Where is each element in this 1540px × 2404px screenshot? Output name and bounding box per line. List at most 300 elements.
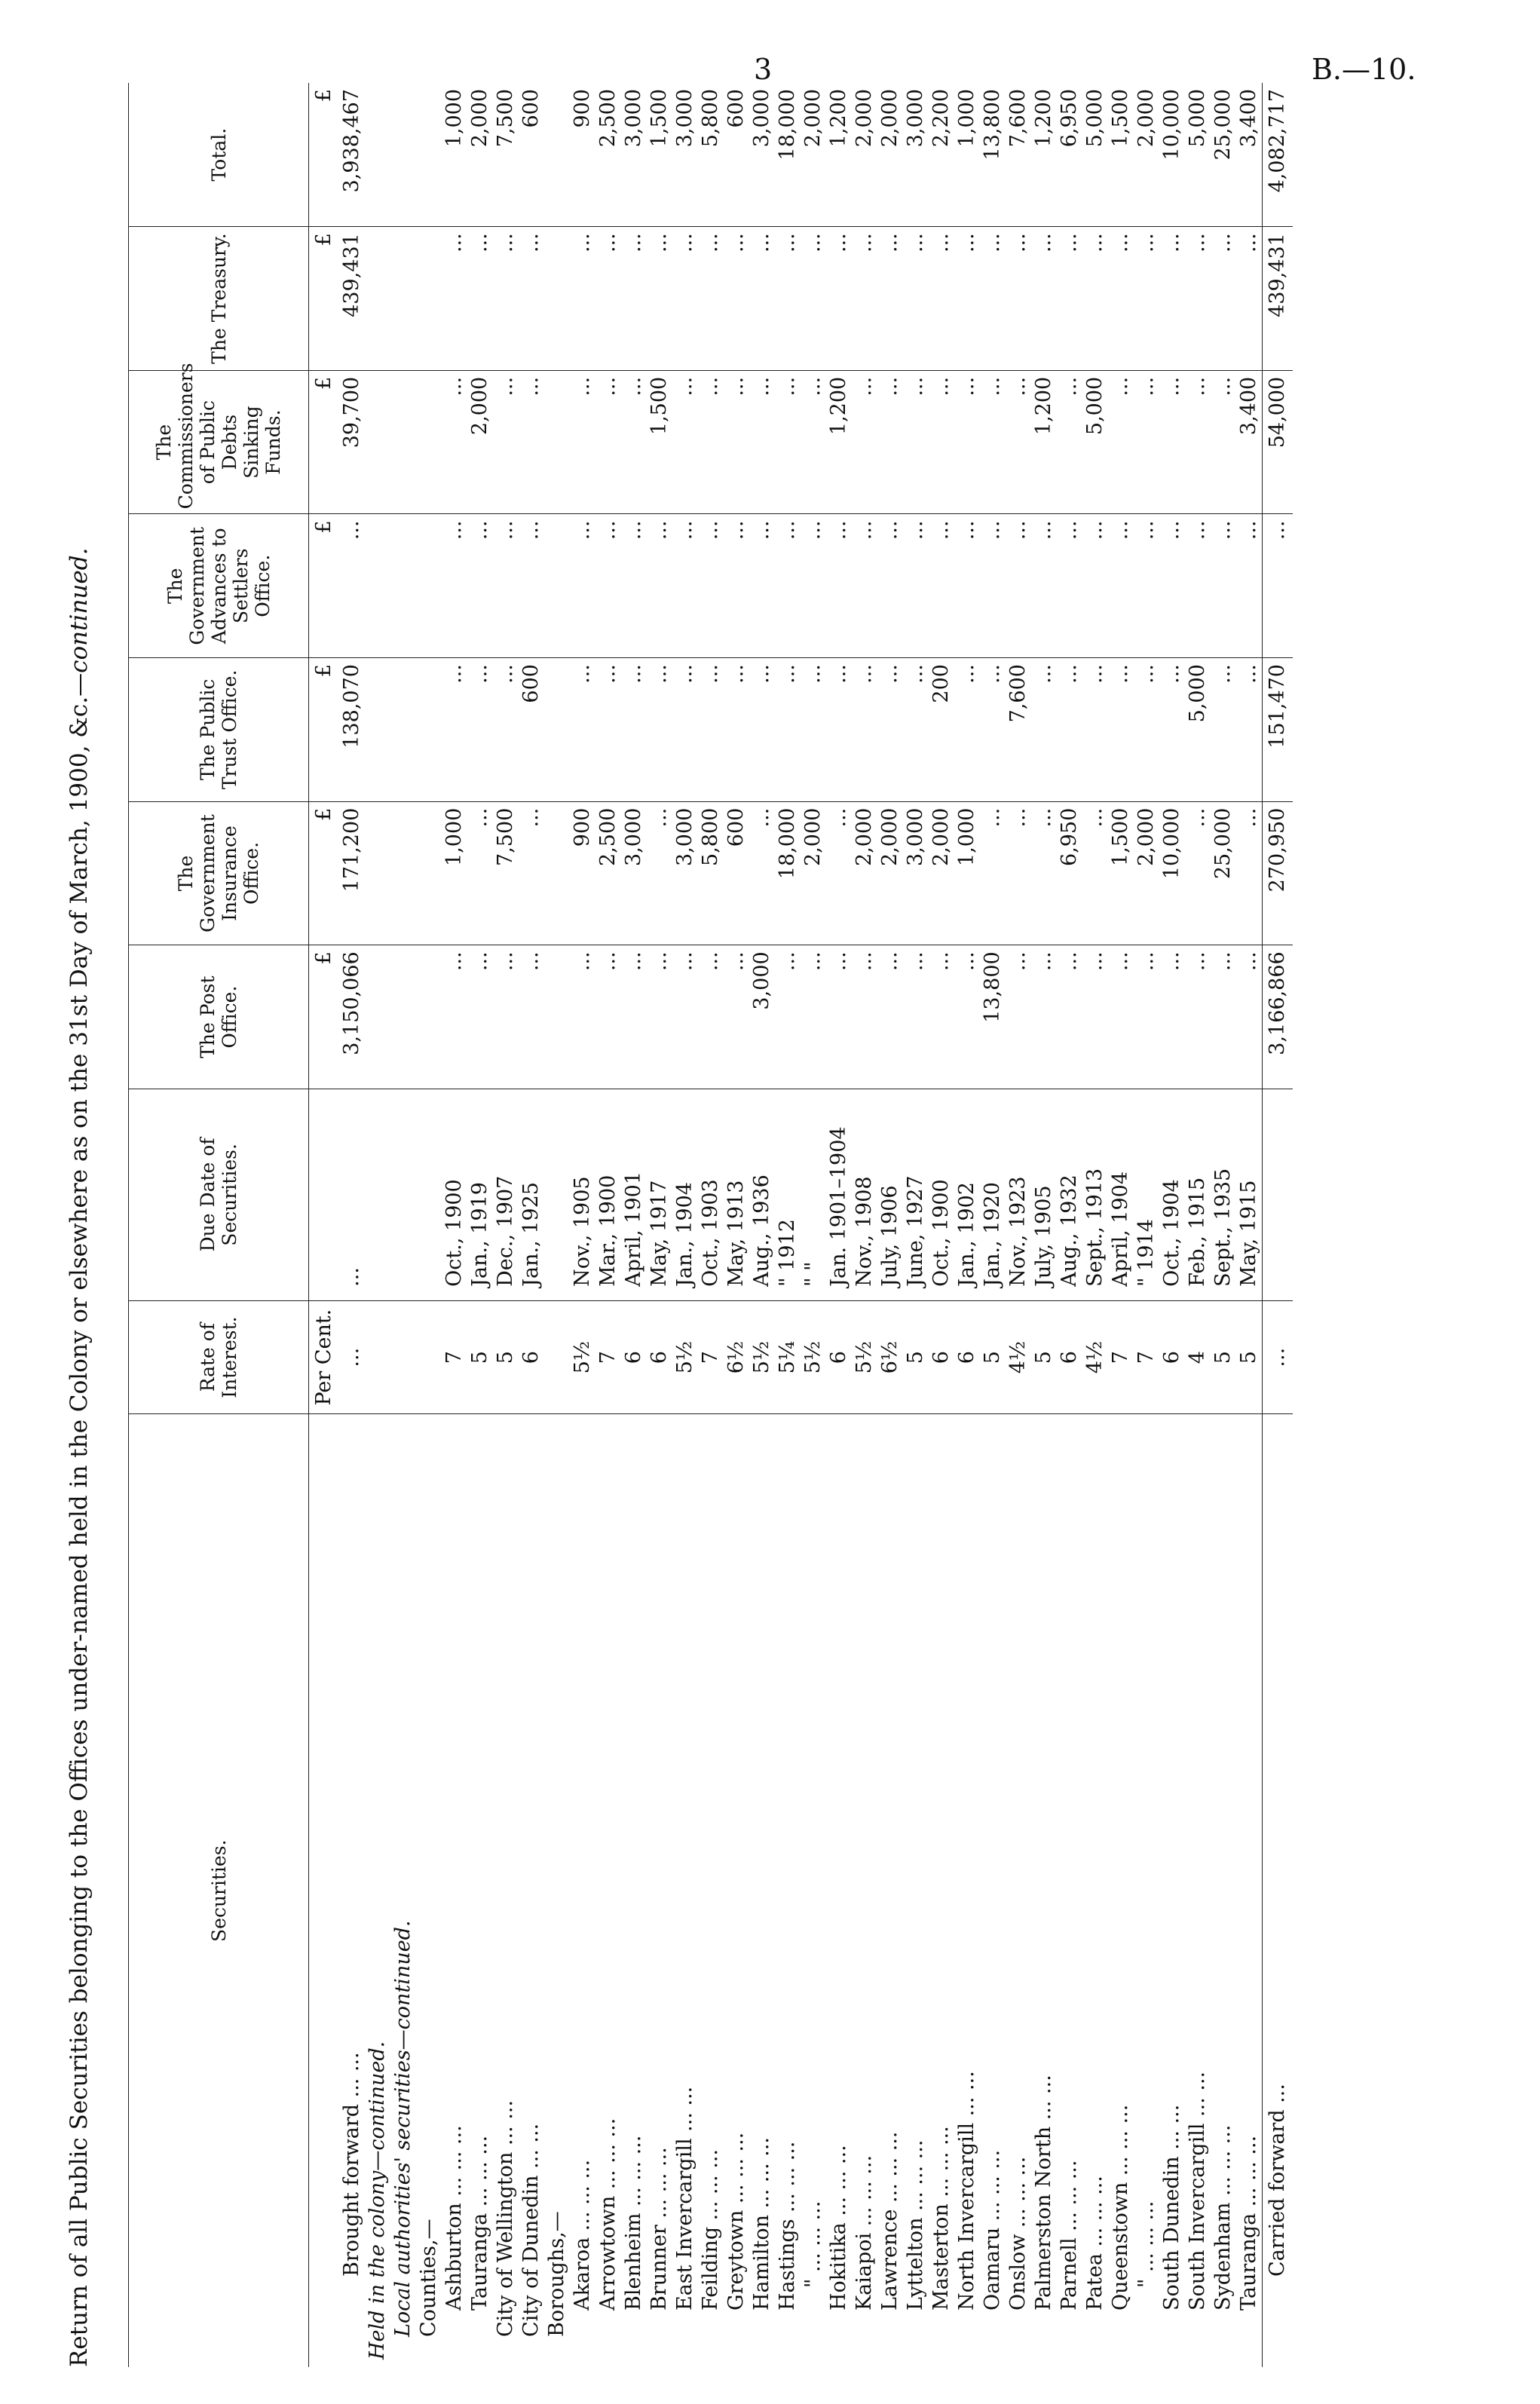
- cell-sinking: ...: [698, 370, 724, 514]
- header-rate: Rate of Interest.: [129, 1300, 309, 1413]
- cell-rate: 5: [467, 1300, 493, 1413]
- cell-treasury: ...: [672, 227, 698, 371]
- table-row: [929, 83, 954, 2367]
- security-name: Sydenham ... ... ...: [1211, 2124, 1235, 2311]
- security-name: Queenstown ... ... ...: [1109, 2104, 1132, 2311]
- cell-sinking: ...: [442, 370, 467, 514]
- cell-settlers: ...: [698, 514, 724, 658]
- cell-insurance: 3,000: [621, 801, 647, 945]
- cell-post: ...: [621, 945, 647, 1089]
- cell-rate: 6: [621, 1300, 647, 1413]
- header-securities: Securities.: [129, 1414, 309, 2367]
- unit-pound: £: [309, 945, 340, 1089]
- cell-sinking: ...: [929, 370, 954, 514]
- header-sinking: The Commissioners of Public Debts Sinking Funds.: [129, 370, 309, 514]
- cell-treasury: ...: [1108, 227, 1134, 371]
- cell-total: 900: [570, 83, 595, 227]
- table-row: [1159, 83, 1185, 2367]
- header-insurance: The Government Insurance Office.: [129, 801, 309, 945]
- cell-rate: 4½: [1006, 1300, 1031, 1413]
- cell-due: Jan., 1902: [954, 1089, 980, 1300]
- cell-sinking: ...: [775, 370, 801, 514]
- cell-due: May, 1913: [724, 1089, 749, 1300]
- cell-trust: ...: [1082, 658, 1108, 802]
- table-row: [1185, 83, 1211, 2367]
- cell-insurance: 25,000: [1211, 801, 1236, 945]
- security-name: Ashburton ... ... ...: [442, 2125, 466, 2311]
- cell-settlers: ...: [570, 514, 595, 658]
- cell-total: 3,000: [749, 83, 775, 227]
- cell-post: ...: [1031, 945, 1057, 1089]
- cell-post: ...: [1006, 945, 1031, 1089]
- cell-treasury: ...: [493, 227, 519, 371]
- cell-due: Sept., 1935: [1211, 1089, 1236, 1300]
- table-title: [57, 83, 102, 2367]
- cell-sinking: ...: [1006, 370, 1031, 514]
- cell-insurance: 2,000: [1134, 801, 1159, 945]
- cell-due: June, 1927: [903, 1089, 929, 1300]
- cell-settlers: ...: [467, 514, 493, 658]
- cell-due: Aug., 1932: [1057, 1089, 1082, 1300]
- cell-total: 1,200: [826, 83, 852, 227]
- cell-treasury: ...: [595, 227, 621, 371]
- cell-total: 10,000: [1159, 83, 1185, 227]
- cell-settlers: ...: [1006, 514, 1031, 658]
- section-colony: Held in the colony—continued.: [366, 2041, 389, 2360]
- cell-insurance: 1,000: [954, 801, 980, 945]
- cell-insurance: ...: [980, 801, 1006, 945]
- cell-treasury: ...: [775, 227, 801, 371]
- table-row: [775, 83, 801, 2367]
- cell-insurance: 900: [570, 801, 595, 945]
- security-name: South Dunedin ... ...: [1160, 2104, 1183, 2311]
- header-total: Total.: [129, 83, 309, 227]
- security-name: Blenheim ... ... ...: [622, 2135, 645, 2311]
- cell-trust: ...: [980, 658, 1006, 802]
- cell-due: April, 1904: [1108, 1089, 1134, 1300]
- cell-due: May, 1915: [1236, 1089, 1263, 1300]
- cell-sinking: ...: [877, 370, 903, 514]
- cell-sinking: ...: [672, 370, 698, 514]
- cell-trust: ...: [672, 658, 698, 802]
- table-row: [749, 83, 775, 2367]
- security-name: City of Wellington ... ...: [494, 2099, 517, 2337]
- securities-table: [128, 83, 1293, 2367]
- cell-total: 7,500: [493, 83, 519, 227]
- cell-sinking: ...: [1134, 370, 1159, 514]
- cell-trust: ...: [570, 658, 595, 802]
- cell-treasury: ...: [954, 227, 980, 371]
- table-row: [801, 83, 826, 2367]
- table-row: [877, 83, 903, 2367]
- cell-post: ...: [467, 945, 493, 1089]
- cell-due: Jan., 1904: [672, 1089, 698, 1300]
- cell-treasury: ...: [929, 227, 954, 371]
- security-name: Hamilton ... ... ...: [750, 2136, 773, 2311]
- cell-post: ...: [826, 945, 852, 1089]
- cell-trust: ...: [852, 658, 877, 802]
- cell-sinking: ...: [903, 370, 929, 514]
- table-row: [698, 83, 724, 2367]
- cell-trust: ...: [826, 658, 852, 802]
- section-counties: Counties,—: [417, 2219, 440, 2337]
- cell-treasury: ...: [724, 227, 749, 371]
- cell-settlers: ...: [954, 514, 980, 658]
- cell-trust: ...: [621, 658, 647, 802]
- cell-post: ...: [1236, 945, 1263, 1089]
- cell-treasury: ...: [467, 227, 493, 371]
- brought-forward-label: Brought forward ... ...: [340, 2052, 363, 2277]
- cell-treasury: ...: [903, 227, 929, 371]
- security-name: Hastings ... ... ...: [776, 2141, 799, 2311]
- table-row: [980, 83, 1006, 2367]
- cell-trust: ...: [467, 658, 493, 802]
- cell-treasury: ...: [877, 227, 903, 371]
- cell-total: 3,000: [621, 83, 647, 227]
- cell-sinking: ...: [801, 370, 826, 514]
- cell-rate: 6½: [724, 1300, 749, 1413]
- security-name: Parnell ... ... ...: [1058, 2160, 1081, 2311]
- cell-sinking: ...: [621, 370, 647, 514]
- cell-post: ...: [724, 945, 749, 1089]
- cell-trust: ...: [877, 658, 903, 802]
- security-name: Lyttelton ... ... ...: [904, 2139, 927, 2311]
- cell-insurance: 2,000: [852, 801, 877, 945]
- cell-insurance: 7,500: [493, 801, 519, 945]
- security-name: " ... ... ...: [1134, 2200, 1158, 2288]
- cell-treasury: ...: [749, 227, 775, 371]
- cell-insurance: 2,000: [929, 801, 954, 945]
- cell-due: Jan., 1925: [519, 1089, 544, 1300]
- cell-total: 5,000: [1185, 83, 1211, 227]
- cell-due: Mar., 1900: [595, 1089, 621, 1300]
- cell-due: Feb., 1915: [1185, 1089, 1211, 1300]
- cell-settlers: ...: [442, 514, 467, 658]
- cell-sinking: ...: [852, 370, 877, 514]
- cell-total: 25,000: [1211, 83, 1236, 227]
- cell-post: ...: [1108, 945, 1134, 1089]
- brought-forward-row: Brought forward ... ... ... ... 3,150,066 171,200 138,070 ... 39,700 439,431 3,938,467: [339, 83, 365, 2367]
- cell-due: Nov., 1908: [852, 1089, 877, 1300]
- cell-trust: ...: [442, 658, 467, 802]
- cell-rate: 6: [1057, 1300, 1082, 1413]
- cell-insurance: ...: [1082, 801, 1108, 945]
- cell-due: Nov., 1905: [570, 1089, 595, 1300]
- section-local: Local authorities' securities—continued.: [391, 1920, 415, 2337]
- cell-insurance: 1,000: [442, 801, 467, 945]
- cell-insurance: ...: [826, 801, 852, 945]
- table-row: [954, 83, 980, 2367]
- cell-rate: 5½: [672, 1300, 698, 1413]
- cell-settlers: ...: [826, 514, 852, 658]
- cell-trust: ...: [647, 658, 672, 802]
- security-name: Onslow ... ... ...: [1006, 2156, 1030, 2311]
- cell-rate: 7: [595, 1300, 621, 1413]
- security-name: Patea ... ... ...: [1083, 2176, 1107, 2311]
- header-trust: The Public Trust Office.: [129, 658, 309, 802]
- unit-pound: £: [309, 801, 340, 945]
- cell-settlers: ...: [1108, 514, 1134, 658]
- carried-forward-label: Carried forward ...: [1263, 1414, 1294, 2367]
- cell-settlers: ...: [852, 514, 877, 658]
- cell-treasury: ...: [1159, 227, 1185, 371]
- section-row: [416, 83, 442, 2367]
- cell-sinking: ...: [570, 370, 595, 514]
- security-name: South Invercargill ... ...: [1186, 2071, 1209, 2311]
- cell-treasury: ...: [570, 227, 595, 371]
- cell-sinking: ...: [1211, 370, 1236, 514]
- cell-post: ...: [1082, 945, 1108, 1089]
- cell-trust: ...: [1031, 658, 1057, 802]
- cell-sinking: ...: [954, 370, 980, 514]
- cell-settlers: ...: [749, 514, 775, 658]
- table-row: [1006, 83, 1031, 2367]
- cell-trust: 200: [929, 658, 954, 802]
- table-row: [672, 83, 698, 2367]
- cell-post: ...: [698, 945, 724, 1089]
- cell-trust: ...: [1159, 658, 1185, 802]
- cell-trust: ...: [1211, 658, 1236, 802]
- table-row: [595, 83, 621, 2367]
- cell-sinking: ...: [980, 370, 1006, 514]
- cell-total: 600: [519, 83, 544, 227]
- cell-rate: 5: [1031, 1300, 1057, 1413]
- cell-sinking: ...: [493, 370, 519, 514]
- carried-forward-row: Carried forward ... ... 3,166,866 270,950 151,470 ... 54,000 439,431 4,082,717: [1263, 83, 1294, 2367]
- cell-sinking: ...: [1108, 370, 1134, 514]
- cell-total: 2,000: [1134, 83, 1159, 227]
- cell-trust: ...: [1236, 658, 1263, 802]
- cell-total: 2,500: [595, 83, 621, 227]
- cell-post: ...: [672, 945, 698, 1089]
- cell-total: 1,500: [1108, 83, 1134, 227]
- table-row: [852, 83, 877, 2367]
- cell-treasury: ...: [980, 227, 1006, 371]
- cell-rate: 5½: [852, 1300, 877, 1413]
- cell-due: Oct., 1900: [929, 1089, 954, 1300]
- cell-settlers: ...: [1185, 514, 1211, 658]
- cell-rate: 5: [903, 1300, 929, 1413]
- cell-settlers: ...: [903, 514, 929, 658]
- cell-post: ...: [929, 945, 954, 1089]
- security-name: City of Dunedin ... ...: [519, 2123, 543, 2337]
- table-row: [1134, 83, 1159, 2367]
- cell-post: ...: [595, 945, 621, 1089]
- cell-post: ...: [877, 945, 903, 1089]
- document-reference: B.—10.: [1312, 53, 1416, 86]
- cell-post: ...: [493, 945, 519, 1089]
- cell-rate: 6: [1159, 1300, 1185, 1413]
- table-row: [467, 83, 493, 2367]
- table-row: [442, 83, 467, 2367]
- cell-settlers: ...: [1057, 514, 1082, 658]
- cell-settlers: ...: [1211, 514, 1236, 658]
- cell-total: 2,000: [467, 83, 493, 227]
- cell-insurance: 18,000: [775, 801, 801, 945]
- cell-total: 2,200: [929, 83, 954, 227]
- cell-total: 13,800: [980, 83, 1006, 227]
- cell-rate: 5¼: [775, 1300, 801, 1413]
- page-number: 3: [754, 53, 773, 86]
- cell-post: ...: [647, 945, 672, 1089]
- cell-rate: 5½: [801, 1300, 826, 1413]
- cell-rate: 4: [1185, 1300, 1211, 1413]
- cell-rate: 4½: [1082, 1300, 1108, 1413]
- table-row: [570, 83, 595, 2367]
- cell-rate: 7: [1134, 1300, 1159, 1413]
- cell-post: ...: [1057, 945, 1082, 1089]
- cell-post: ...: [570, 945, 595, 1089]
- cell-settlers: ...: [1082, 514, 1108, 658]
- table-row: [1108, 83, 1134, 2367]
- section-row: [365, 83, 390, 2367]
- cell-trust: ...: [1108, 658, 1134, 802]
- security-name: Brunner ... ... ...: [648, 2147, 671, 2311]
- cell-due: " 1912: [775, 1089, 801, 1300]
- security-name: Feilding ... ... ...: [699, 2148, 722, 2311]
- table-row: [1057, 83, 1082, 2367]
- table-row: [621, 83, 647, 2367]
- cell-total: 6,950: [1057, 83, 1082, 227]
- cell-treasury: ...: [1134, 227, 1159, 371]
- cell-sinking: 5,000: [1082, 370, 1108, 514]
- cell-treasury: ...: [826, 227, 852, 371]
- cell-rate: 5½: [749, 1300, 775, 1413]
- title-continued: continued.: [66, 547, 93, 673]
- cell-insurance: ...: [749, 801, 775, 945]
- security-name: Greytown ... ... ...: [724, 2132, 748, 2311]
- cell-settlers: ...: [1159, 514, 1185, 658]
- cell-rate: 6: [519, 1300, 544, 1413]
- cell-settlers: ...: [877, 514, 903, 658]
- cell-trust: ...: [775, 658, 801, 802]
- cell-treasury: ...: [1006, 227, 1031, 371]
- cell-total: 5,800: [698, 83, 724, 227]
- cell-due: Dec., 1907: [493, 1089, 519, 1300]
- cell-treasury: ...: [1185, 227, 1211, 371]
- cell-sinking: 3,400: [1236, 370, 1263, 514]
- cell-settlers: ...: [775, 514, 801, 658]
- security-name: North Invercargill ... ...: [955, 2071, 978, 2311]
- cell-trust: 7,600: [1006, 658, 1031, 802]
- security-name: Arrowtown ... ... ...: [596, 2118, 620, 2311]
- cell-trust: ...: [1134, 658, 1159, 802]
- cell-due: Oct., 1904: [1159, 1089, 1185, 1300]
- section-row: [544, 83, 570, 2367]
- cell-post: ...: [1159, 945, 1185, 1089]
- cell-due: " ": [801, 1089, 826, 1300]
- cell-settlers: ...: [929, 514, 954, 658]
- cell-treasury: ...: [852, 227, 877, 371]
- cell-trust: ...: [954, 658, 980, 802]
- title-main: Return of all Public Securities belonging to the Offices under-named held in the Colony or elsewhere as on the 31st Day of March, 1900, &c.—: [66, 672, 93, 2367]
- cell-due: Jan., 1919: [467, 1089, 493, 1300]
- cell-trust: ...: [801, 658, 826, 802]
- cell-rate: 5: [1211, 1300, 1236, 1413]
- cell-treasury: ...: [1236, 227, 1263, 371]
- cell-sinking: ...: [749, 370, 775, 514]
- table-row: [493, 83, 519, 2367]
- cell-trust: ...: [749, 658, 775, 802]
- cell-total: 7,600: [1006, 83, 1031, 227]
- rotated-page-content: [57, 83, 1481, 2367]
- cell-due: July, 1905: [1031, 1089, 1057, 1300]
- cell-post: ...: [954, 945, 980, 1089]
- cell-settlers: ...: [672, 514, 698, 658]
- cell-treasury: ...: [442, 227, 467, 371]
- cell-settlers: ...: [724, 514, 749, 658]
- cell-rate: 6: [826, 1300, 852, 1413]
- cell-trust: ...: [493, 658, 519, 802]
- cell-settlers: ...: [1236, 514, 1263, 658]
- cell-sinking: 2,000: [467, 370, 493, 514]
- cell-post: ...: [442, 945, 467, 1089]
- header-due: Due Date of Securities.: [129, 1089, 309, 1300]
- security-name: Hokitika ... ... ...: [827, 2145, 850, 2311]
- cell-rate: 5: [980, 1300, 1006, 1413]
- cell-sinking: ...: [519, 370, 544, 514]
- security-name: Tauranga ... ... ...: [468, 2135, 491, 2311]
- cell-due: " 1914: [1134, 1089, 1159, 1300]
- table-row: [724, 83, 749, 2367]
- security-name: Oamaru ... ... ...: [981, 2149, 1004, 2311]
- cell-insurance: ...: [1236, 801, 1263, 945]
- security-name: Tauranga ... ... ...: [1237, 2135, 1260, 2311]
- cell-rate: 6: [647, 1300, 672, 1413]
- cell-insurance: ...: [467, 801, 493, 945]
- security-name: Kaiapoi ... ... ...: [853, 2154, 876, 2311]
- cell-insurance: 2,000: [877, 801, 903, 945]
- cell-insurance: 5,800: [698, 801, 724, 945]
- unit-per-cent: Per Cent.: [309, 1300, 340, 1413]
- cell-post: ...: [775, 945, 801, 1089]
- cell-settlers: ...: [621, 514, 647, 658]
- cell-insurance: ...: [1185, 801, 1211, 945]
- cell-treasury: ...: [801, 227, 826, 371]
- cell-due: May, 1917: [647, 1089, 672, 1300]
- cell-treasury: ...: [1057, 227, 1082, 371]
- cell-insurance: 10,000: [1159, 801, 1185, 945]
- cell-trust: ...: [1057, 658, 1082, 802]
- cell-trust: 600: [519, 658, 544, 802]
- cell-treasury: ...: [1031, 227, 1057, 371]
- cell-treasury: ...: [647, 227, 672, 371]
- cell-insurance: 1,500: [1108, 801, 1134, 945]
- unit-pound: £: [309, 83, 340, 227]
- security-name: East Invercargill ... ...: [673, 2086, 697, 2311]
- header-post: The Post Office.: [129, 945, 309, 1089]
- cell-total: 18,000: [775, 83, 801, 227]
- cell-sinking: 1,200: [1031, 370, 1057, 514]
- security-name: " ... ... ...: [801, 2200, 825, 2288]
- cell-rate: 6½: [877, 1300, 903, 1413]
- cell-rate: 5: [493, 1300, 519, 1413]
- cell-post: ...: [1211, 945, 1236, 1089]
- table-row: [1211, 83, 1236, 2367]
- cell-insurance: 3,000: [672, 801, 698, 945]
- cell-total: 1,500: [647, 83, 672, 227]
- table-row: [903, 83, 929, 2367]
- security-name: Akaroa ... ... ...: [571, 2159, 594, 2311]
- cell-settlers: ...: [519, 514, 544, 658]
- cell-insurance: 600: [724, 801, 749, 945]
- cell-treasury: ...: [1082, 227, 1108, 371]
- cell-trust: ...: [903, 658, 929, 802]
- cell-total: 3,000: [903, 83, 929, 227]
- cell-post: ...: [1134, 945, 1159, 1089]
- cell-due: July, 1906: [877, 1089, 903, 1300]
- cell-treasury: ...: [519, 227, 544, 371]
